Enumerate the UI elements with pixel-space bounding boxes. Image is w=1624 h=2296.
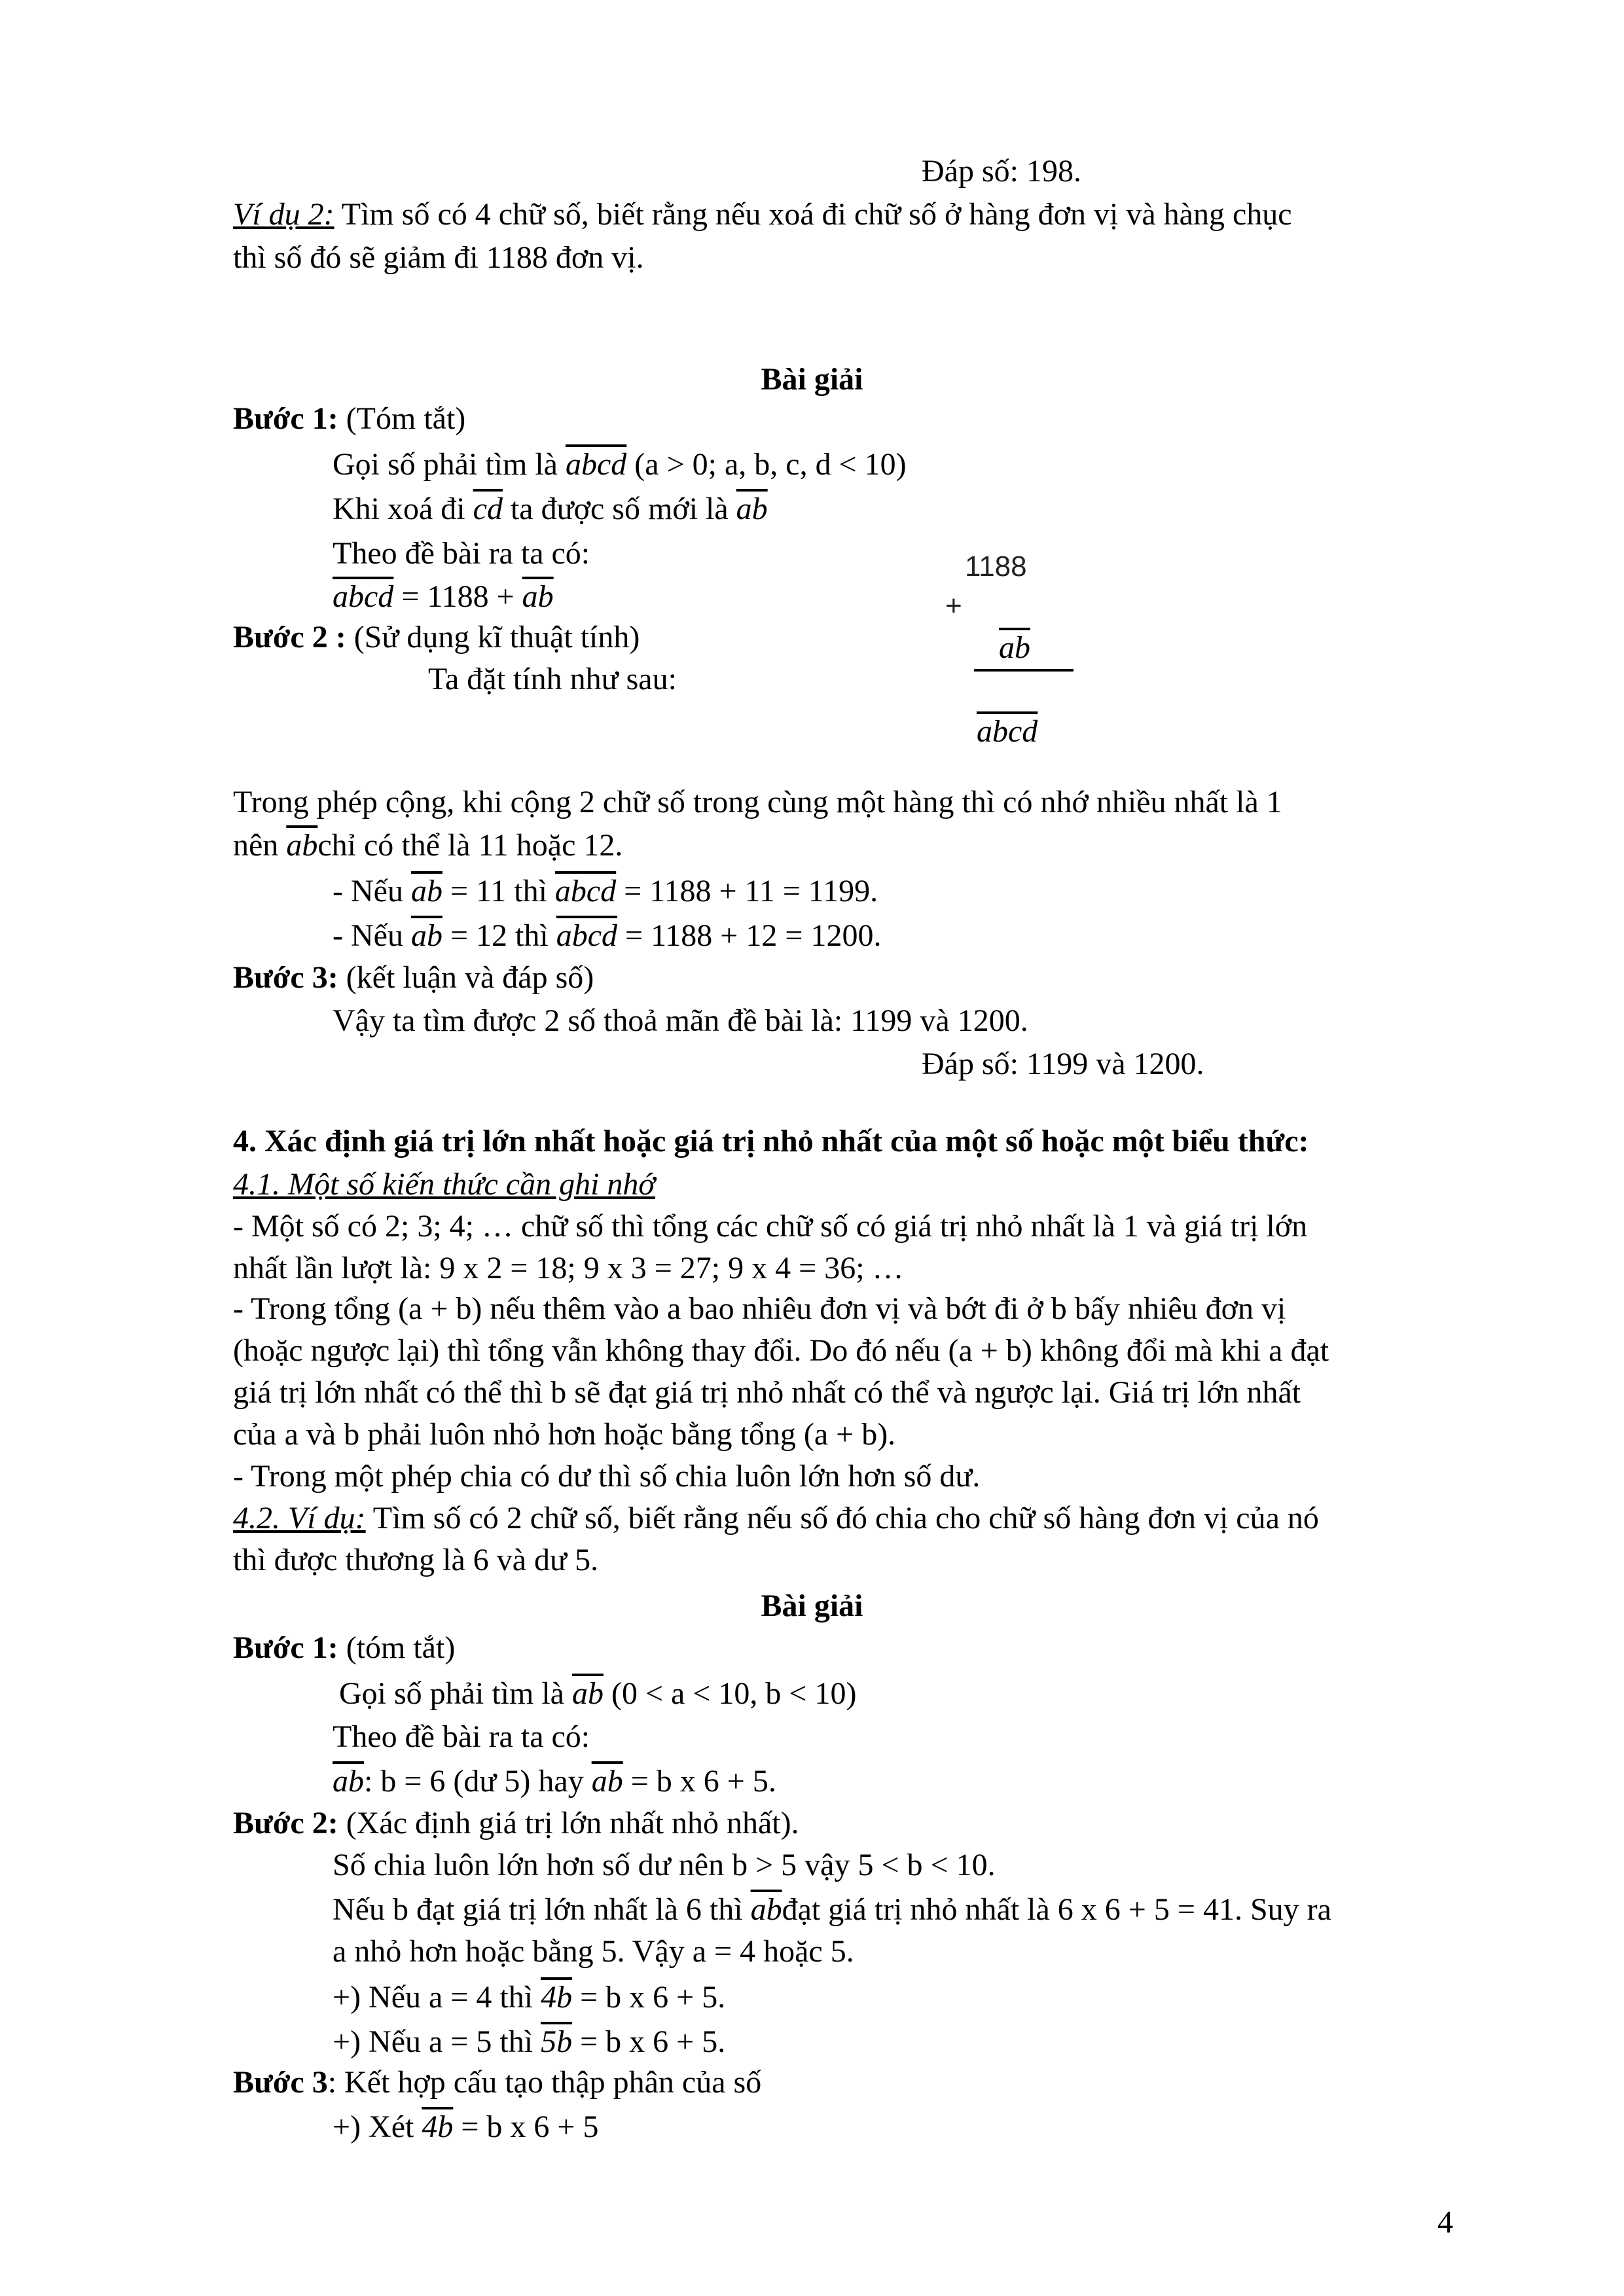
step2-text: (Xác định giá trị lớn nhất nhỏ nhất).	[338, 1806, 799, 1840]
overline-abcd: abcd	[556, 918, 618, 953]
bullet2-line2: (hoặc ngược lại) thì tổng vẫn không thay đổi. Do đó nếu (a + b) không đổi mà khi a đạt	[233, 1333, 1329, 1368]
example42-line2: thì được thương là 6 và dư 5.	[233, 1543, 599, 1577]
s4-step1-let	[339, 1676, 856, 1712]
text: = b x 6 + 5	[453, 2109, 599, 2144]
step1-given: Theo đề bài ra ta có:	[333, 536, 590, 571]
overline-ab: $\overline{ab}$	[286, 828, 318, 863]
s4-case-a5	[333, 2024, 725, 2060]
step3-label: Bước 3	[233, 2065, 328, 2100]
s4-step3-line	[233, 2064, 761, 2101]
example2-statement-line2: thì số đó sẽ giảm đi 1188 đơn vị.	[233, 240, 644, 275]
text: - Nếu	[333, 918, 411, 953]
text: (0 < a < 10, b < 10)	[603, 1676, 857, 1711]
overline-abcd: abcd	[554, 874, 617, 908]
step3-text: (kết luận và đáp số)	[338, 960, 594, 995]
text: Gọi số phải tìm là	[339, 1676, 572, 1711]
calc-sum-line	[974, 669, 1074, 672]
bullet2-line4: của a và b phải luôn nhỏ hơn hoặc bằng tổng (a + b).	[233, 1417, 896, 1452]
example42-line1	[233, 1500, 1319, 1537]
s4-step1-given: Theo đề bài ra ta có:	[333, 1719, 590, 1754]
step1-text: (tóm tắt)	[338, 1630, 456, 1665]
text: nên	[233, 828, 287, 863]
step2-setup: Ta đặt tính như sau:	[428, 662, 677, 696]
calc-abcd: abcd	[977, 714, 1038, 749]
text: chỉ có thể là 11 hoặc 12.	[317, 828, 623, 863]
calc-plus-sign: +	[945, 590, 962, 622]
s4-step1-equation	[333, 1763, 776, 1800]
step1-erase	[333, 491, 768, 528]
s4-step1-line	[233, 1630, 455, 1666]
paragraph-line1: Trong phép cộng, khi cộng 2 chữ số trong cùng một hàng thì có nhớ nhiều nhất là 1	[233, 785, 1282, 819]
text: ta được số mới là	[502, 492, 736, 526]
step3-label: Bước 3:	[233, 960, 338, 995]
s4-step3-consider	[333, 2109, 599, 2145]
section4-heading: 4. Xác định giá trị lớn nhất hoặc giá trị nhỏ nhất của một số hoặc một biểu thức:	[233, 1124, 1309, 1158]
text: = 1188 + 11 = 1199.	[616, 874, 878, 908]
text: = 11 thì	[442, 874, 555, 908]
page-number: 4	[1437, 2205, 1453, 2240]
solution-title-2: Bài giải	[761, 1588, 863, 1623]
step1-let-number	[333, 446, 907, 483]
text: +) Nếu a = 4 thì	[333, 1980, 541, 2015]
step1-equation	[333, 579, 554, 615]
example2-statement-line1	[233, 196, 1292, 233]
overline-ab: $\overline{ab}$	[410, 874, 442, 908]
overline-ab: $\overline{ab}$	[571, 1676, 604, 1711]
s4-case-a4	[333, 1979, 725, 2016]
overline-ab: $\overline{ab}$	[333, 1764, 364, 1799]
step2-label: Bước 2:	[233, 1806, 338, 1840]
bullet3: - Trong một phép chia có dư thì số chia luôn lớn hơn số dư.	[233, 1459, 981, 1494]
overline-4b: 4b	[541, 1980, 573, 2015]
solution-title-1: Bài giải	[761, 362, 863, 397]
text: +) Xét	[333, 2109, 422, 2144]
previous-answer: Đáp số: 198.	[922, 154, 1081, 188]
bullet1-line1: - Một số có 2; 3; 4; … chữ số thì tổng các chữ số có giá trị nhỏ nhất là 1 và giá trị lớn	[233, 1209, 1308, 1244]
case-ab-12	[333, 918, 881, 954]
step2-text: (Sử dụng kĩ thuật tính)	[346, 620, 640, 655]
s4-step2-max	[333, 1892, 1331, 1928]
text: = 1188 +	[393, 579, 522, 614]
step1-label: Bước 1:	[233, 401, 338, 436]
overline-abcd: abcd	[333, 579, 394, 614]
calc-1188: 1188	[965, 550, 1027, 583]
overline-ab: $\overline{ab}$	[591, 1764, 623, 1799]
calc-ab: $\overline{ab}$	[999, 630, 1030, 665]
s4-step2-divisor: Số chia luôn lớn hơn số dư nên b > 5 vậy 5 < b < 10.	[333, 1848, 996, 1882]
section4-sub1: 4.1. Một số kiến thức cần ghi nhớ	[233, 1167, 656, 1202]
bullet2-line1: - Trong tổng (a + b) nếu thêm vào a bao nhiêu đơn vị và bớt đi ở b bấy nhiêu đơn vị	[233, 1291, 1286, 1326]
text: = 1188 + 12 = 1200.	[617, 918, 882, 953]
case-ab-11	[333, 873, 878, 910]
step2-label: Bước 2 :	[233, 620, 346, 655]
bullet1-line2: nhất lần lượt là: 9 x 2 = 18; 9 x 3 = 27; 9 x 4 = 36; …	[233, 1251, 904, 1285]
paragraph-line2	[233, 827, 623, 864]
text: Khi xoá đi	[333, 492, 473, 526]
text: = b x 6 + 5.	[572, 2024, 726, 2059]
step2-line	[233, 619, 640, 656]
overline-4b: 4b	[422, 2109, 454, 2144]
example2-label: Ví dụ 2:	[233, 197, 334, 232]
step1-line	[233, 401, 465, 437]
text: Gọi số phải tìm là	[333, 447, 566, 482]
bullet2-line3: giá trị lớn nhất có thể thì b sẽ đạt giá trị nhỏ nhất có thể và ngược lại. Giá trị lớn nhất	[233, 1375, 1301, 1410]
text: đạt giá trị nhỏ nhất là 6 x 6 + 5 = 41. Suy ra	[782, 1892, 1331, 1927]
text: +) Nếu a = 5 thì	[333, 2024, 541, 2059]
step1-label: Bước 1:	[233, 1630, 338, 1665]
example2-text: Tìm số có 4 chữ số, biết rằng nếu xoá đi chữ số ở hàng đơn vị và hàng chục	[334, 197, 1292, 232]
overline-ab: $\overline{ab}$	[410, 918, 442, 953]
step3-text: : Kết hợp cấu tạo thập phân của số	[327, 2065, 762, 2100]
text: : b = 6 (dư 5) hay	[364, 1764, 592, 1799]
text: = b x 6 + 5.	[623, 1764, 776, 1799]
step3-conclusion: Vậy ta tìm được 2 số thoả mãn đề bài là: 1199 và 1200.	[333, 1003, 1028, 1038]
example42-label: 4.2. Ví dụ:	[233, 1501, 366, 1535]
text: Nếu b đạt giá trị lớn nhất là 6 thì	[333, 1892, 751, 1927]
s4-step2-a-values: a nhỏ hơn hoặc bằng 5. Vậy a = 4 hoặc 5.	[333, 1934, 854, 1969]
text: - Nếu	[333, 874, 411, 908]
example2-answer: Đáp số: 1199 và 1200.	[922, 1047, 1204, 1081]
s4-step2-line	[233, 1805, 799, 1842]
step1-text: (Tóm tắt)	[338, 401, 466, 436]
overline-cd: $\overline{cd}$	[473, 492, 503, 526]
overline-5b: 5b	[541, 2024, 573, 2059]
overline-ab: $\overline{ab}$	[750, 1892, 782, 1927]
overline-ab: $\overline{ab}$	[736, 492, 768, 526]
text: (a > 0; a, b, c, d < 10)	[626, 447, 907, 482]
overline-abcd: abcd	[565, 447, 627, 482]
text: = b x 6 + 5.	[572, 1980, 726, 2015]
overline-ab: $\overline{ab}$	[522, 579, 554, 614]
text: Tìm số có 2 chữ số, biết rằng nếu số đó chia cho chữ số hàng đơn vị của nó	[365, 1501, 1319, 1535]
text: = 12 thì	[442, 918, 556, 953]
step3-line	[233, 960, 594, 996]
